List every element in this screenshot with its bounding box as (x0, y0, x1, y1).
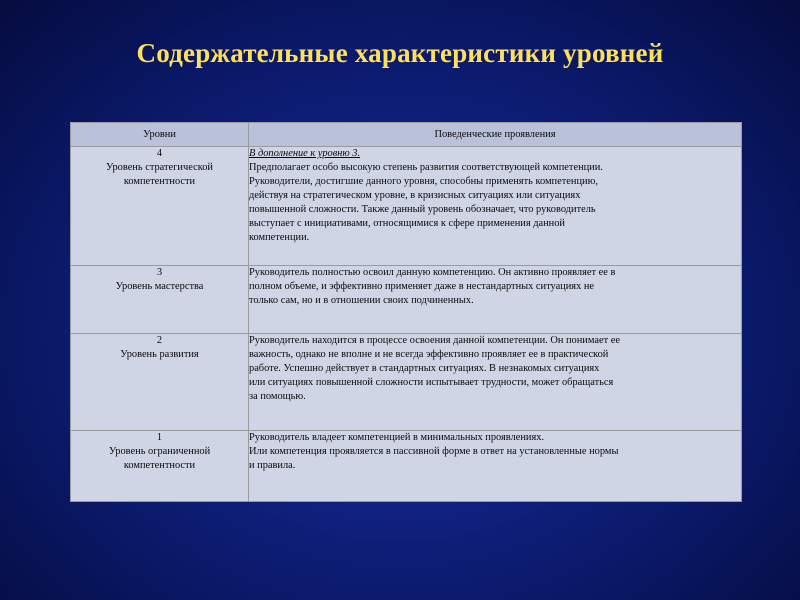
behavior-line: повышенной сложности. Также данный уровень обозначает, что руководитель (249, 204, 596, 215)
behavior-line: полном объеме, и эффективно применяет даже в нестандартных ситуациях не (249, 281, 595, 292)
behavior-cell (249, 147, 742, 266)
slide-title: Содержательные характеристики уровней (136, 38, 664, 68)
behavior-line: работе. Успешно действует в стандартных ситуациях. В незнакомых ситуациях (249, 363, 600, 374)
table-row (71, 431, 742, 502)
header-levels: Уровни (71, 123, 249, 147)
behavior-line: или ситуациях повышенной сложности испытывает трудности, может обращаться (249, 377, 614, 388)
behavior-line: Руководитель полностью освоил данную компетенцию. Он активно проявляет ее в (249, 267, 616, 278)
behavior-cell (249, 431, 742, 502)
level-cell (71, 266, 249, 334)
behavior-line: действуя на стратегическом уровне, в кризисных ситуациях или ситуациях (249, 190, 581, 201)
behavior-line: компетенции. (249, 232, 310, 243)
level-number: 1 (156, 432, 163, 443)
behavior-line: Руководители, достигшие данного уровня, способны применять компетенцию, (249, 176, 598, 187)
behavior-line: Руководитель находится в процессе освоения данной компетенции. Он понимает ее (249, 335, 620, 346)
level-cell (71, 431, 249, 502)
level-number: 2 (156, 335, 163, 346)
table-row (71, 147, 742, 266)
level-name: Уровень ограниченной (108, 446, 211, 457)
level-number: 3 (156, 267, 163, 278)
behavior-line: только сам, но и в отношении своих подчиненных. (249, 295, 474, 306)
behavior-line: выступает с инициативами, относящимися к сфере применения данной (249, 218, 565, 229)
level-name: компетентности (123, 176, 196, 187)
behavior-cell (249, 334, 742, 431)
behavior-line: важность, однако не вполне и не всегда эффективно проявляет ее в практической (249, 349, 609, 360)
behavior-line: Или компетенция проявляется в пассивной форме в ответ на установленные нормы (249, 446, 619, 457)
behavior-line: Руководитель владеет компетенцией в минимальных проявлениях. (249, 432, 545, 443)
level-name: Уровень развития (120, 349, 199, 360)
level-cell (71, 147, 249, 266)
behavior-line: Предполагает особо высокую степень развития соответствующей компетенции. (249, 162, 603, 173)
level-name: Уровень стратегической (106, 162, 213, 173)
table-row (71, 334, 742, 431)
level-cell (71, 334, 249, 431)
behavior-line: за помощью. (249, 391, 306, 402)
behavior-line: и правила. (249, 460, 296, 471)
behavior-lead: В дополнение к уровню 3. (249, 148, 361, 159)
level-number: 4 (156, 148, 163, 159)
table-row (71, 266, 742, 334)
behavior-cell (249, 266, 742, 334)
header-behaviors: Поведенческие проявления (249, 123, 742, 147)
level-name: компетентности (123, 460, 196, 471)
table-header-row (71, 123, 742, 147)
levels-table (70, 122, 742, 502)
level-name: Уровень мастерства (115, 281, 204, 292)
